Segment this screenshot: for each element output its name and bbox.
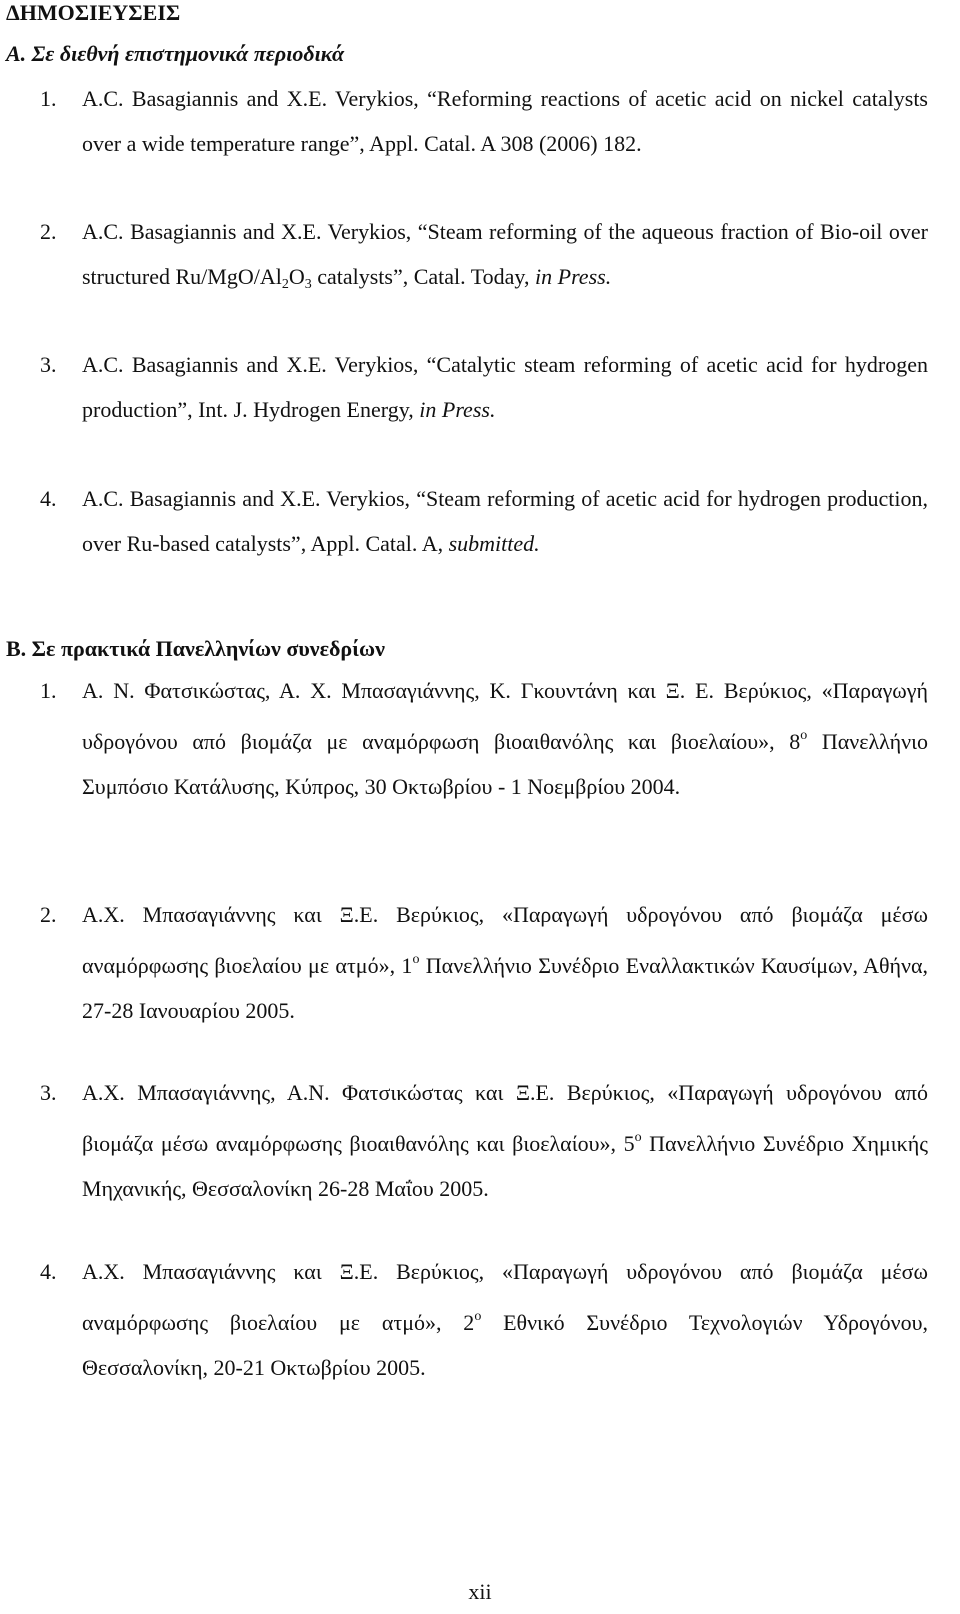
- superscript: ο: [800, 728, 808, 743]
- reference-text-after: Πανελλήνιο Συνέδριο Χημικής Μηχανικής, Θεσσαλονίκη 26-28 Μαΐου 2005.: [82, 1131, 928, 1201]
- reference-text: A.C. Basagiannis and X.E. Verykios, “Steam reforming of acetic acid for hydrogen production, over Ru-based catalysts”, Appl. Catal. A,: [82, 486, 928, 556]
- section-a-reference-2: [40, 209, 928, 307]
- reference-text-after: Πανελλήνιο Συνέδριο Εναλλακτικών Καυσίμων, Αθήνα, 27-28 Ιανουαρίου 2005.: [82, 953, 928, 1023]
- superscript: ο: [474, 1309, 482, 1324]
- reference-text: Α.Χ. Μπασαγιάννης και Ξ.Ε. Βερύκιος, «Παραγωγή υδρογόνου από βιομάζα μέσω αναμόρφωσης βιοελαίου με ατμό», 2: [82, 1259, 928, 1335]
- reference-number: 1.: [40, 86, 57, 111]
- reference-status: in Press.: [535, 264, 612, 289]
- reference-text-after: Πανελλήνιο Συμπόσιο Κατάλυσης, Κύπρος, 30 Οκτωβρίου - 1 Νοεμβρίου 2004.: [82, 729, 928, 799]
- reference-number: 2.: [40, 219, 57, 244]
- page-number: xii: [468, 1579, 492, 1604]
- section-a-heading: Α. Σε διεθνή επιστημονικά περιοδικά: [6, 41, 345, 66]
- section-b-reference-4: [40, 1249, 928, 1390]
- section-a-reference-1: [40, 76, 928, 166]
- section-a-reference-3: [40, 342, 928, 432]
- reference-text: Α. Ν. Φατσικώστας, Α. Χ. Μπασαγιάννης, Κ. Γκουντάνη και Ξ. Ε. Βερύκιος, «Παραγωγή υδρογόνου από βιομάζα με αναμόρφωση βιοαιθανόλης και βιοελαίου», 8: [82, 678, 928, 754]
- reference-text: Α.Χ. Μπασαγιάννης, Α.Ν. Φατσικώστας και Ξ.Ε. Βερύκιος, «Παραγωγή υδρογόνου από βιομάζα μέσω αναμόρφωσης βιοαιθανόλης και βιοελαίου», 5: [82, 1080, 928, 1156]
- reference-text: A.C. Basagiannis and X.E. Verykios, “Reforming reactions of acetic acid on nickel catalysts over a wide temperature range”, Appl. Catal. A 308 (2006) 182.: [82, 86, 928, 156]
- reference-number: 4.: [40, 486, 57, 511]
- reference-number: 4.: [40, 1259, 57, 1284]
- reference-text: Α.Χ. Μπασαγιάννης και Ξ.Ε. Βερύκιος, «Παραγωγή υδρογόνου από βιομάζα μέσω αναμόρφωσης βιοελαίου με ατμό», 1: [82, 902, 928, 978]
- subscript: 3: [304, 277, 312, 292]
- reference-text-after: Εθνικό Συνέδριο Τεχνολογιών Υδρογόνου, Θεσσαλονίκη, 20-21 Οκτωβρίου 2005.: [82, 1310, 928, 1380]
- subscript: 2: [281, 277, 289, 292]
- reference-number: 1.: [40, 678, 57, 703]
- section-b-reference-3: [40, 1070, 928, 1211]
- page-title: ΔΗΜΟΣΙΕΥΣΕΙΣ: [6, 0, 181, 25]
- reference-number: 2.: [40, 902, 57, 927]
- reference-number: 3.: [40, 352, 57, 377]
- superscript: ο: [634, 1130, 642, 1145]
- reference-text-mid: O: [288, 264, 305, 289]
- reference-status: submitted.: [448, 531, 540, 556]
- reference-text: A.C. Basagiannis and X.E. Verykios, “Steam reforming of the aqueous fraction of Bio-oil over structured Ru/MgO/Al: [82, 219, 928, 289]
- section-b-reference-2: [40, 892, 928, 1033]
- section-b-heading: Β. Σε πρακτικά Πανελληνίων συνεδρίων: [6, 636, 385, 661]
- reference-text: A.C. Basagiannis and X.E. Verykios, “Catalytic steam reforming of acetic acid for hydrogen production”, Int. J. Hydrogen Energy,: [82, 352, 928, 422]
- superscript: ο: [412, 952, 420, 967]
- section-a-reference-4: [40, 476, 928, 566]
- reference-number: 3.: [40, 1080, 57, 1105]
- reference-text-after: catalysts”, Catal. Today,: [311, 264, 536, 289]
- reference-status: in Press.: [419, 397, 496, 422]
- section-b-reference-1: [40, 668, 928, 809]
